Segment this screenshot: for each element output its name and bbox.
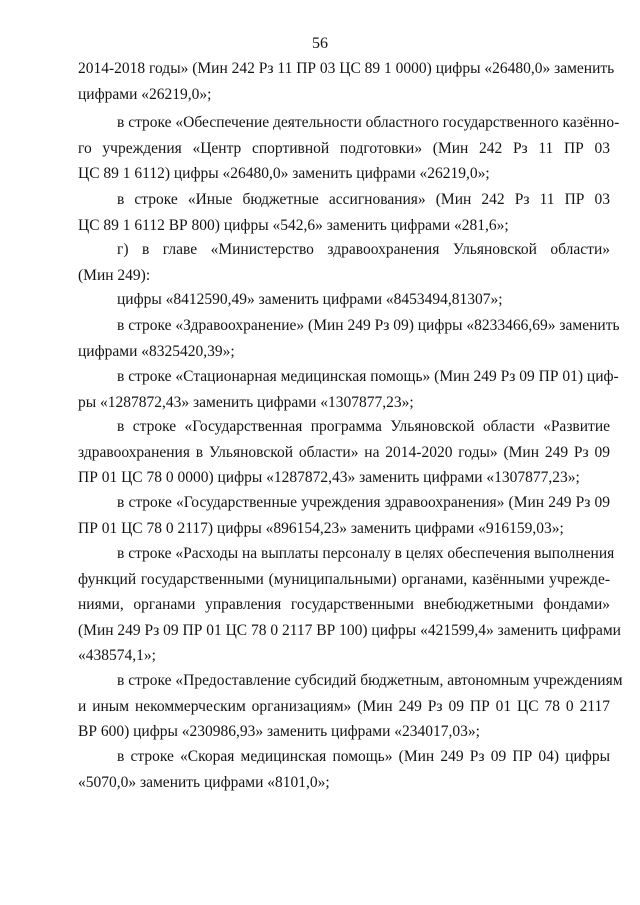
text-line: «5070,0» заменить цифрами «8101,0»; xyxy=(78,773,330,791)
paragraph xyxy=(78,668,623,745)
paragraph xyxy=(78,364,619,415)
page-number: 56 xyxy=(312,35,328,52)
text-line: ры «1287872,43» заменить цифрами «1307877,23»; xyxy=(78,393,414,411)
text-line: в строке «Стационарная медицинская помощь» (Мин 249 Рз 09 ПР 01) циф- xyxy=(117,368,619,385)
text-line: в строке «Скорая медицинская помощь» (Мин 249 Рз 09 ПР 04) цифры xyxy=(117,748,610,765)
paragraph xyxy=(78,287,610,313)
text-line: цифрами «8325420,39»; xyxy=(78,342,235,360)
text-line: ПР 01 ЦС 78 0 0000) цифры «1287872,43» заменить цифрами «1307877,23»; xyxy=(78,469,580,486)
text-line: ПР 01 ЦС 78 0 2117) цифры «896154,23» заменить цифрами «916159,03»; xyxy=(78,519,564,537)
text-line: ЦС 89 1 6112) цифры «26480,0» заменить цифрами «26219,0»; xyxy=(78,165,490,182)
paragraph xyxy=(78,237,610,288)
paragraph xyxy=(78,313,620,364)
text-line: (Мин 249 Рз 09 ПР 01 ЦС 78 0 2117 ВР 100) цифры «421599,4» заменить цифрами xyxy=(78,621,621,639)
text-line: го учреждения «Центр спортивной подготовки» (Мин 242 Рз 11 ПР 03 xyxy=(78,139,610,157)
text-line: в строке «Государственные учреждения здравоохранения» (Мин 249 Рз 09 xyxy=(117,494,610,511)
paragraph xyxy=(78,187,610,238)
paragraph xyxy=(78,490,610,541)
paragraph xyxy=(78,110,620,187)
text-line: здравоохранения в Ульяновской области» на 2014-2020 годы» (Мин 249 Рз 09 xyxy=(78,443,610,461)
text-line: функций государственными (муниципальными) органами, казёнными учрежде- xyxy=(78,570,610,588)
paragraph xyxy=(78,56,615,107)
text-line: в строке «Обеспечение деятельности областного государственного казённо- xyxy=(117,114,620,131)
text-line: и иным некоммерческим организациям» (Мин 249 Рз 09 ПР 01 ЦС 78 0 2117 xyxy=(78,697,610,715)
text-line: 2014-2018 годы» (Мин 242 Рз 11 ПР 03 ЦС 89 1 0000) цифры «26480,0» заменить xyxy=(78,60,615,77)
text-line: в строке «Здравоохранение» (Мин 249 Рз 09) цифры «8233466,69» заменить xyxy=(117,317,620,334)
text-line: в строке «Иные бюджетные ассигнования» (Мин 242 Рз 11 ПР 03 xyxy=(117,191,610,208)
paragraph xyxy=(78,541,621,669)
text-line: в строке «Предоставление субсидий бюджетным, автономным учреждениям xyxy=(117,672,623,689)
text-line: «438574,1»; xyxy=(78,647,156,664)
text-line: (Мин 249): xyxy=(78,266,151,284)
text-line: ниями, органами управления государственными внебюджетными фондами» xyxy=(78,596,610,613)
text-line: цифры «8412590,49» заменить цифрами «8453494,81307»; xyxy=(117,291,503,308)
text-line: ЦС 89 1 6112 ВР 800) цифры «542,6» заменить цифрами «281,6»; xyxy=(78,216,509,234)
text-line: цифрами «26219,0»; xyxy=(78,85,212,103)
text-line: ВР 600) цифры «230986,93» заменить цифрами «234017,03»; xyxy=(78,723,480,740)
text-line: г) в главе «Министерство здравоохранения Ульяновской области» xyxy=(117,241,610,258)
paragraph xyxy=(78,744,610,795)
text-line: в строке «Расходы на выплаты персоналу в целях обеспечения выполнения xyxy=(117,545,615,562)
paragraph xyxy=(78,414,610,491)
text-line: в строке «Государственная программа Ульяновской области «Развитие xyxy=(117,418,610,435)
